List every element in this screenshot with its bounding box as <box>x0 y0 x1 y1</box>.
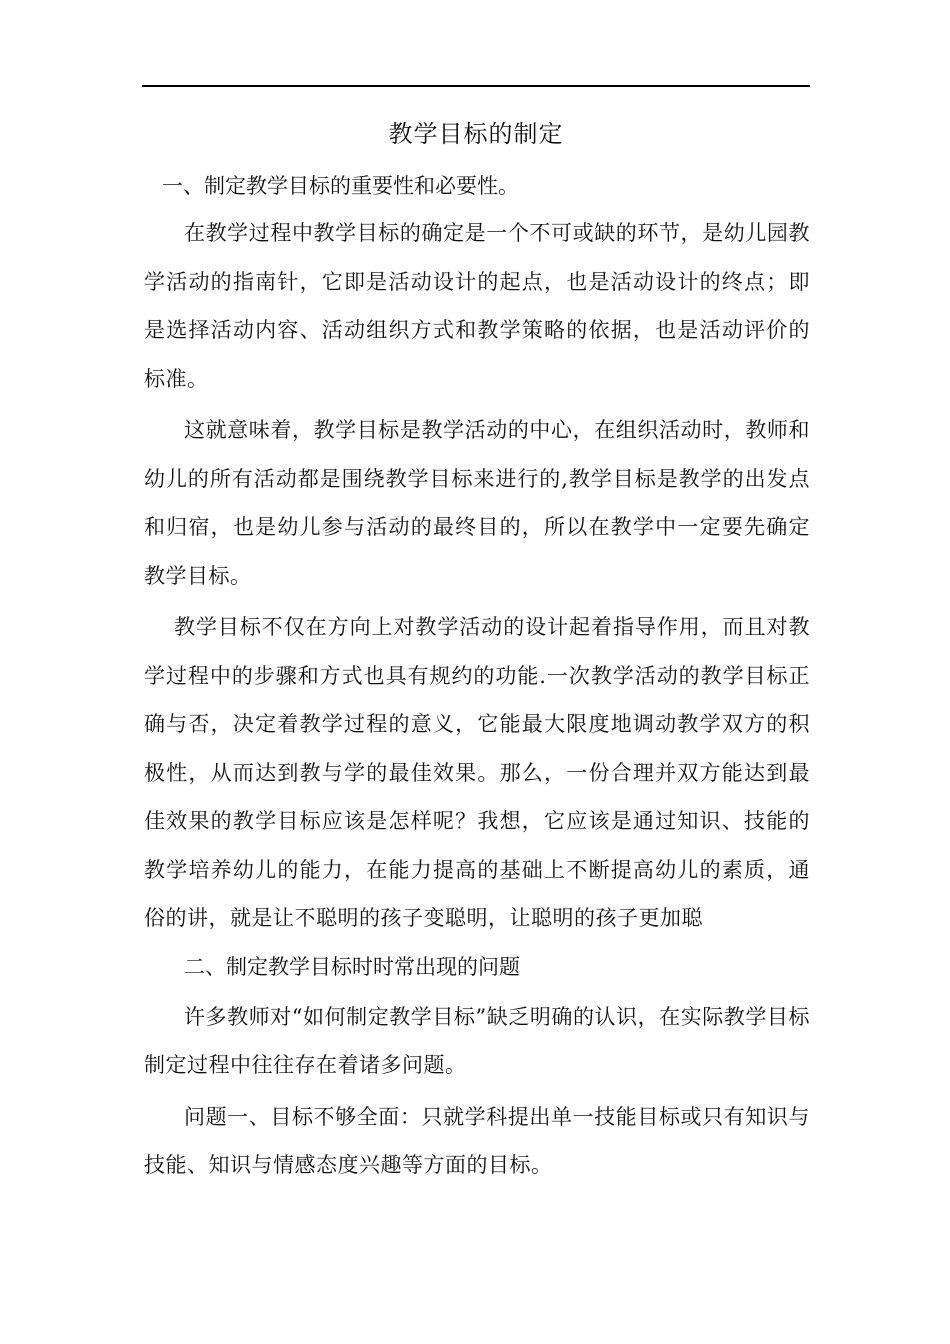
paragraph-1: 在教学过程中教学目标的确定是一个不可或缺的环节，是幼儿园教学活动的指南针，它即是活动设计的起点，也是活动设计的终点；即是选择活动内容、活动组织方式和教学策略的依据，也是活动评价的标准。 <box>144 221 810 391</box>
paragraph-3: 教学目标不仅在方向上对教学活动的设计起着指导作用，而且对教学过程中的步骤和方式也具有规约的功能.一次教学活动的教学目标正确与否，决定着教学过程的意义，它能最大限度地调动教学双方的积极性，从而达到教与学的最佳效果。那么，一份合理并双方能达到最佳效果的教学目标应该是怎样呢？我想，它应该是通过知识、技能的教学培养幼儿的能力，在能力提高的基础上不断提高幼儿的素质，通俗的讲，就是让不聪明的孩子变聪明，让聪明的孩子更加聪 <box>144 615 810 930</box>
section-heading-2: 二、制定教学目标时时常出现的问题 <box>184 954 520 979</box>
paragraph-4: 许多教师对“如何制定教学目标”缺乏明确的认识，在实际教学目标制定过程中往往存在着诸多问题。 <box>144 1004 810 1077</box>
paragraph-5: 问题一、目标不够全面：只就学科提出单一技能目标或只有知识与技能、知识与情感态度兴趣等方面的目标。 <box>144 1104 810 1177</box>
header-rule <box>142 85 810 87</box>
paragraph-2: 这就意味着，教学目标是教学活动的中心，在组织活动时，教师和幼儿的所有活动都是围绕教学目标来进行的,教学目标是教学的出发点和归宿，也是幼儿参与活动的最终目的，所以在教学中一定要先确定教学目标。 <box>144 418 810 588</box>
section-heading-1: 一、制定教学目标的重要性和必要性。 <box>162 174 519 198</box>
document-body <box>144 165 810 1190</box>
document-title: 教学目标的制定 <box>388 120 564 148</box>
